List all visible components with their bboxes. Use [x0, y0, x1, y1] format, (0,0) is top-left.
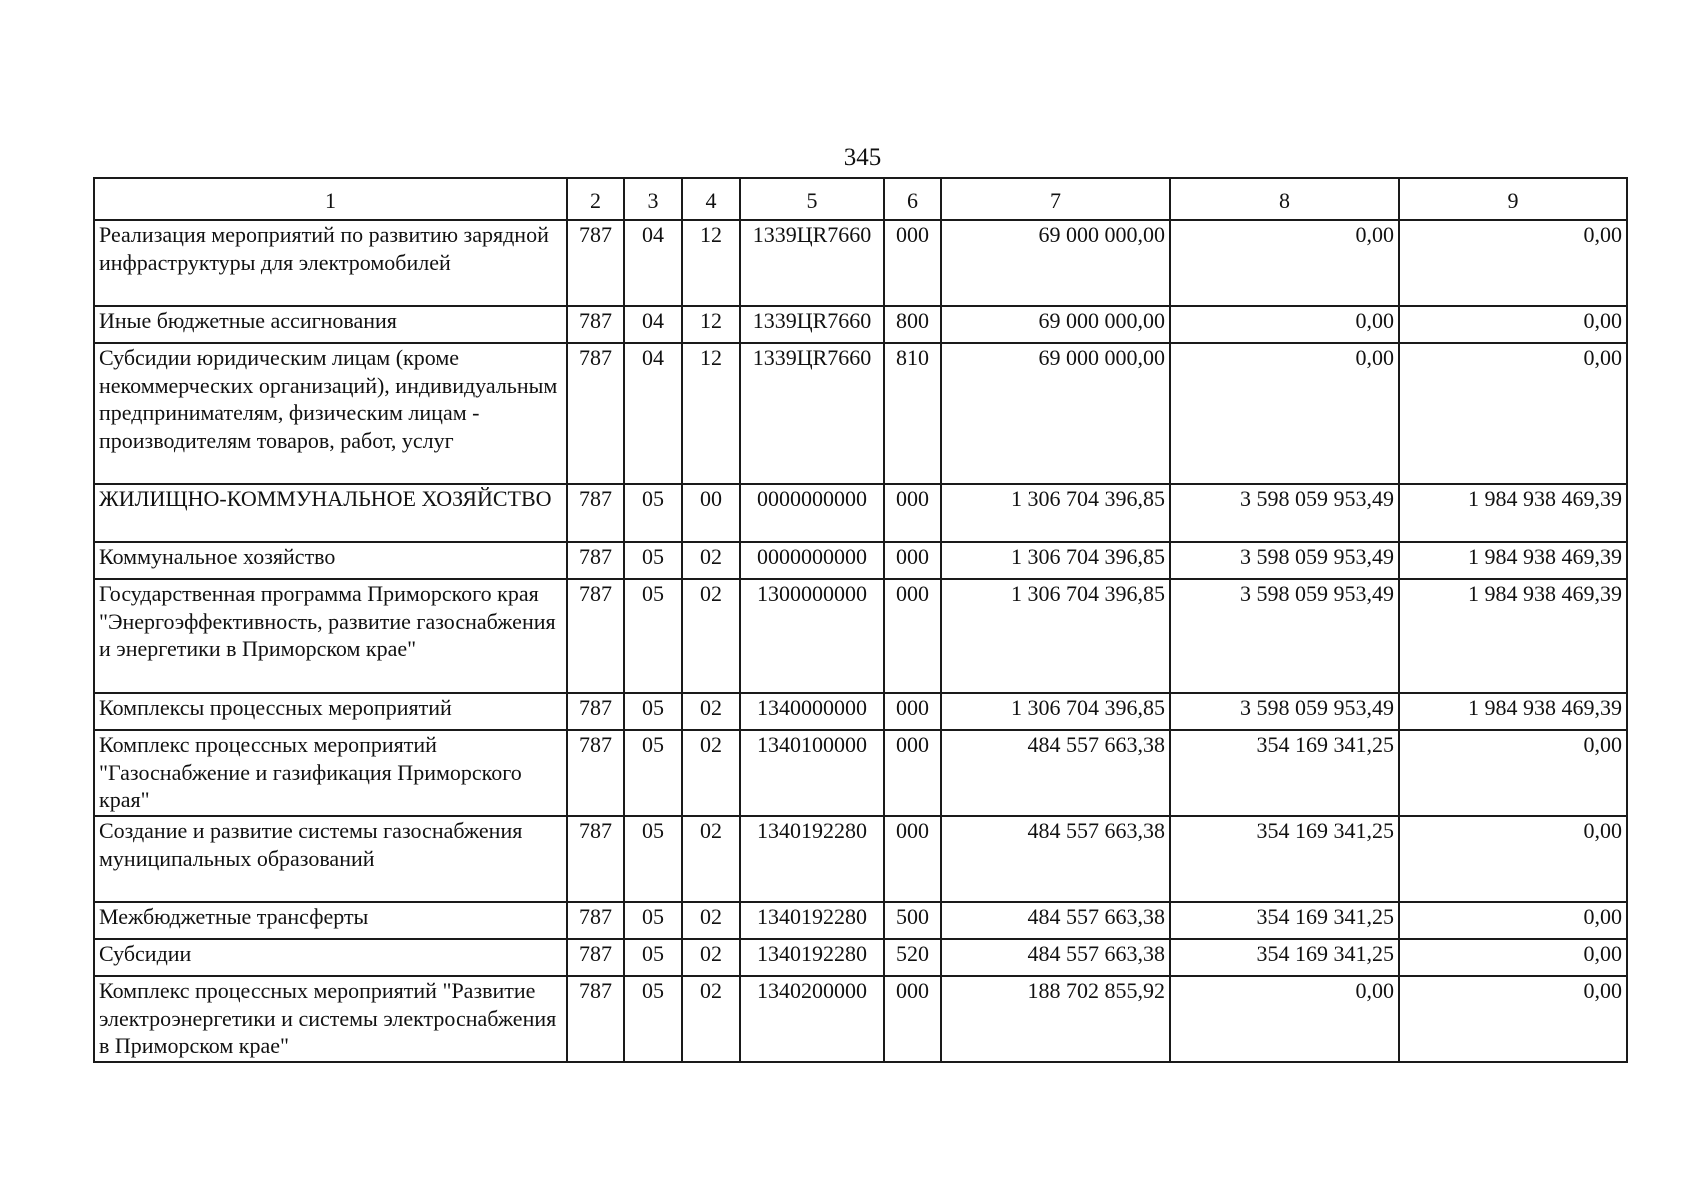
row-code-2: 787: [567, 579, 624, 693]
row-amount-7: 1 306 704 396,85: [941, 542, 1170, 579]
row-code-4: 02: [682, 579, 740, 693]
row-amount-9: 0,00: [1399, 343, 1627, 484]
row-code-3: 05: [624, 693, 682, 730]
table-row: [94, 976, 1627, 1062]
row-code-2: 787: [567, 730, 624, 816]
row-code-5: 0000000000: [740, 542, 884, 579]
row-amount-8: 0,00: [1170, 343, 1399, 484]
row-amount-7: 1 306 704 396,85: [941, 579, 1170, 693]
row-amount-7: 69 000 000,00: [941, 220, 1170, 306]
row-code-5: 0000000000: [740, 484, 884, 542]
row-code-3: 04: [624, 343, 682, 484]
row-code-5: 1339ЦR7660: [740, 220, 884, 306]
row-code-6: 000: [884, 976, 941, 1062]
row-amount-7: 484 557 663,38: [941, 730, 1170, 816]
table-row: [94, 542, 1627, 579]
row-code-5: 1340192280: [740, 939, 884, 976]
row-code-4: 02: [682, 902, 740, 939]
row-code-5: 1340192280: [740, 902, 884, 939]
row-amount-8: 354 169 341,25: [1170, 939, 1399, 976]
column-header: 7: [941, 178, 1170, 220]
row-name: ЖИЛИЩНО-КОММУНАЛЬНОЕ ХОЗЯЙСТВО: [94, 484, 567, 542]
row-code-2: 787: [567, 693, 624, 730]
column-header: 4: [682, 178, 740, 220]
row-code-4: 02: [682, 976, 740, 1062]
row-amount-8: 3 598 059 953,49: [1170, 693, 1399, 730]
row-code-4: 02: [682, 693, 740, 730]
row-amount-7: 1 306 704 396,85: [941, 484, 1170, 542]
row-amount-9: 0,00: [1399, 816, 1627, 902]
table-row: [94, 693, 1627, 730]
row-name: Коммунальное хозяйство: [94, 542, 567, 579]
budget-table: [93, 177, 1628, 1063]
row-code-2: 787: [567, 484, 624, 542]
column-header: 3: [624, 178, 682, 220]
row-code-2: 787: [567, 343, 624, 484]
row-code-2: 787: [567, 306, 624, 343]
row-amount-8: 354 169 341,25: [1170, 816, 1399, 902]
row-amount-7: 188 702 855,92: [941, 976, 1170, 1062]
column-header: 6: [884, 178, 941, 220]
row-name: Субсидии юридическим лицам (кроме некоммерческих организаций), индивидуальным предпринимателям, физическим лицам - производителям товаров, работ, услуг: [94, 343, 567, 484]
row-amount-9: 0,00: [1399, 220, 1627, 306]
row-code-6: 000: [884, 579, 941, 693]
table-row: [94, 306, 1627, 343]
table-row: [94, 220, 1627, 306]
column-header: 5: [740, 178, 884, 220]
row-code-4: 02: [682, 730, 740, 816]
row-code-2: 787: [567, 939, 624, 976]
column-header: 9: [1399, 178, 1627, 220]
row-name: Реализация мероприятий по развитию зарядной инфраструктуры для электромобилей: [94, 220, 567, 306]
row-name: Иные бюджетные ассигнования: [94, 306, 567, 343]
row-code-2: 787: [567, 902, 624, 939]
row-code-4: 12: [682, 220, 740, 306]
table-row: [94, 484, 1627, 542]
row-amount-7: 484 557 663,38: [941, 816, 1170, 902]
table-row: [94, 730, 1627, 816]
row-code-3: 05: [624, 579, 682, 693]
header-row: [94, 178, 1627, 220]
row-code-5: 1339ЦR7660: [740, 343, 884, 484]
row-amount-8: 354 169 341,25: [1170, 902, 1399, 939]
row-code-2: 787: [567, 976, 624, 1062]
row-code-3: 05: [624, 976, 682, 1062]
row-code-6: 500: [884, 902, 941, 939]
row-code-2: 787: [567, 220, 624, 306]
row-amount-7: 1 306 704 396,85: [941, 693, 1170, 730]
table-row: [94, 939, 1627, 976]
table-row: [94, 343, 1627, 484]
row-amount-9: 0,00: [1399, 902, 1627, 939]
row-amount-8: 3 598 059 953,49: [1170, 542, 1399, 579]
row-code-5: 1339ЦR7660: [740, 306, 884, 343]
row-code-6: 000: [884, 816, 941, 902]
row-code-6: 000: [884, 693, 941, 730]
row-amount-9: 0,00: [1399, 976, 1627, 1062]
row-name: Комплекс процессных мероприятий "Газоснабжение и газификация Приморского края": [94, 730, 567, 816]
row-code-5: 1340192280: [740, 816, 884, 902]
row-code-2: 787: [567, 816, 624, 902]
row-code-3: 05: [624, 730, 682, 816]
row-amount-8: 3 598 059 953,49: [1170, 579, 1399, 693]
row-amount-9: 1 984 938 469,39: [1399, 579, 1627, 693]
column-header: 8: [1170, 178, 1399, 220]
row-code-6: 520: [884, 939, 941, 976]
row-name: Межбюджетные трансферты: [94, 902, 567, 939]
row-code-3: 04: [624, 306, 682, 343]
page-number: 345: [843, 144, 882, 171]
row-amount-9: 0,00: [1399, 939, 1627, 976]
row-amount-8: 3 598 059 953,49: [1170, 484, 1399, 542]
row-amount-8: 0,00: [1170, 306, 1399, 343]
row-code-6: 000: [884, 542, 941, 579]
row-code-2: 787: [567, 542, 624, 579]
table-row: [94, 579, 1627, 693]
row-amount-9: 0,00: [1399, 306, 1627, 343]
row-code-4: 02: [682, 542, 740, 579]
row-code-6: 800: [884, 306, 941, 343]
row-code-3: 05: [624, 902, 682, 939]
row-code-4: 00: [682, 484, 740, 542]
row-code-5: 1300000000: [740, 579, 884, 693]
row-amount-7: 69 000 000,00: [941, 343, 1170, 484]
column-header: 1: [94, 178, 567, 220]
table-row: [94, 902, 1627, 939]
row-amount-9: 1 984 938 469,39: [1399, 484, 1627, 542]
column-header: 2: [567, 178, 624, 220]
row-code-6: 810: [884, 343, 941, 484]
row-name: Комплексы процессных мероприятий: [94, 693, 567, 730]
row-amount-9: 1 984 938 469,39: [1399, 693, 1627, 730]
row-code-5: 1340000000: [740, 693, 884, 730]
row-code-5: 1340200000: [740, 976, 884, 1062]
row-name: Государственная программа Приморского края "Энергоэффективность, развитие газоснабжения и энергетики в Приморском крае": [94, 579, 567, 693]
row-name: Субсидии: [94, 939, 567, 976]
row-amount-7: 69 000 000,00: [941, 306, 1170, 343]
row-amount-7: 484 557 663,38: [941, 939, 1170, 976]
row-code-3: 05: [624, 542, 682, 579]
row-code-3: 05: [624, 484, 682, 542]
row-name: Создание и развитие системы газоснабжения муниципальных образований: [94, 816, 567, 902]
row-code-4: 02: [682, 816, 740, 902]
row-code-5: 1340100000: [740, 730, 884, 816]
table-row: [94, 816, 1627, 902]
row-code-4: 02: [682, 939, 740, 976]
row-code-6: 000: [884, 220, 941, 306]
row-amount-8: 0,00: [1170, 220, 1399, 306]
row-code-4: 12: [682, 306, 740, 343]
row-name: Комплекс процессных мероприятий "Развитие электроэнергетики и системы электроснабжения в Приморском крае": [94, 976, 567, 1062]
row-code-6: 000: [884, 730, 941, 816]
row-amount-8: 0,00: [1170, 976, 1399, 1062]
row-code-6: 000: [884, 484, 941, 542]
row-code-3: 05: [624, 816, 682, 902]
row-amount-8: 354 169 341,25: [1170, 730, 1399, 816]
row-amount-9: 0,00: [1399, 730, 1627, 816]
row-code-3: 04: [624, 220, 682, 306]
row-amount-7: 484 557 663,38: [941, 902, 1170, 939]
row-code-4: 12: [682, 343, 740, 484]
row-amount-9: 1 984 938 469,39: [1399, 542, 1627, 579]
row-code-3: 05: [624, 939, 682, 976]
